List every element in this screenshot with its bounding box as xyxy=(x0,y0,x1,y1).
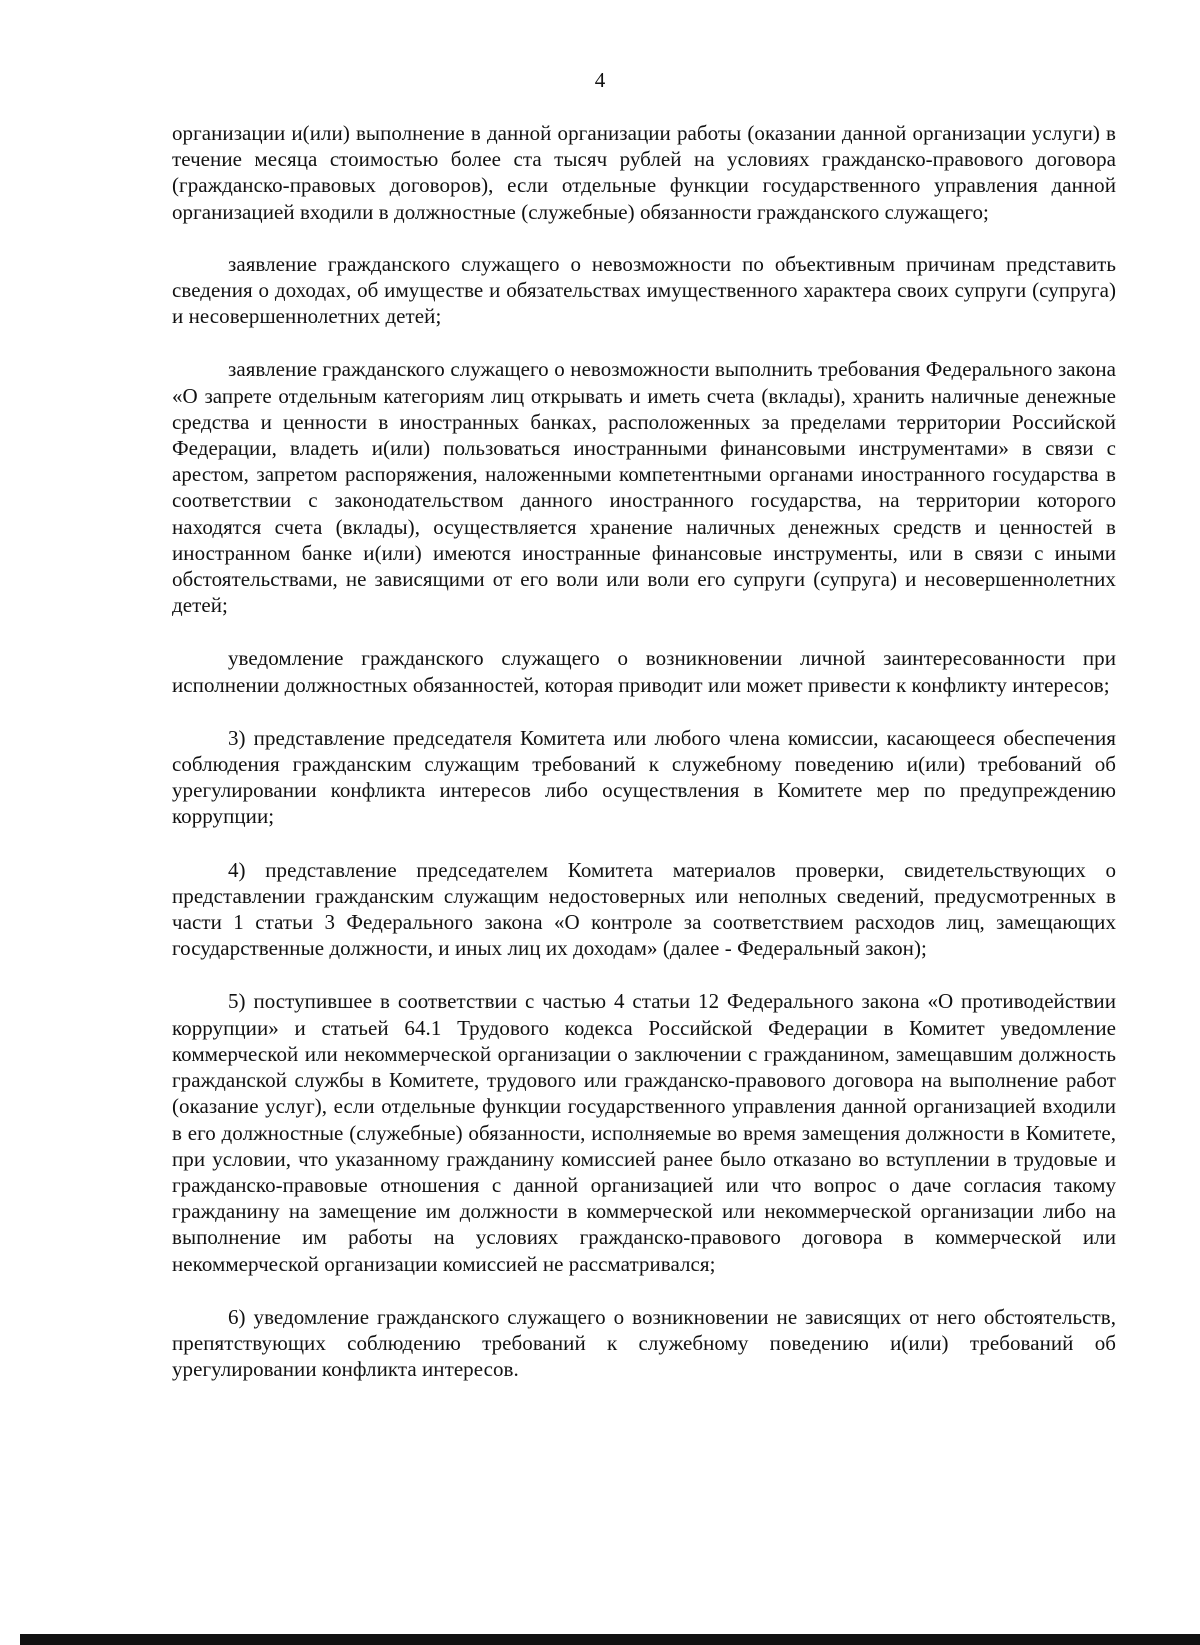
paragraph-item-5: 5) поступившее в соответствии с частью 4 статьи 12 Федерального закона «О противодействии коррупции» и статьей 64.1 Трудового кодекса Российской Федерации в Комитет уведомление коммерческой или некоммерческой организации о заключении с гражданином, замещавшим должность гражданской службы в Комитете, трудового или гражданско-правового договора на выполнение работ (оказание услуг), если отдельные функции государственного управления данной организацией входили в его должностные (служебные) обязанности, исполняемые во время замещения должности в Комитете, при условии, что указанному гражданину комиссией ранее было отказано во вступлении в трудовые и гражданско-правовые отношения с данной организацией или что вопрос о даче согласия такому гражданину на замещение им должности в коммерческой или некоммерческой организации либо на выполнение им работы на условиях гражданско-правового договора в коммерческой или некоммерческой организации комиссией не рассматривался; xyxy=(172,989,1116,1276)
paragraph-item-3: 3) представление председателя Комитета или любого члена комиссии, касающееся обеспечения соблюдения гражданским служащим требований к служебному поведению и(или) требований об урегулировании конфликта интересов либо осуществления в Комитете мер по предупреждению коррупции; xyxy=(172,725,1116,829)
scan-edge-bar xyxy=(20,1634,1200,1645)
paragraph-notice-interest: уведомление гражданского служащего о возникновении личной заинтересованности при исполнении должностных обязанностей, которая приводит или может привести к конфликту интересов; xyxy=(172,646,1116,697)
paragraph-item-6: 6) уведомление гражданского служащего о возникновении не зависящих от него обстоятельств, препятствующих соблюдению требований к служебному поведению и(или) требований об урегулировании конфликта интересов. xyxy=(172,1304,1116,1382)
paragraph-continuation: организации и(или) выполнение в данной организации работы (оказании данной организации услуги) в течение месяца стоимостью более ста тысяч рублей на условиях гражданско-правового договора (гражданско-правовых договоров), если отдельные функции государственного управления данной организацией входили в должностные (служебные) обязанности гражданского служащего; xyxy=(172,121,1116,224)
document-body xyxy=(172,120,1116,1409)
page-number: 4 xyxy=(594,68,606,92)
paragraph-statement-income: заявление гражданского служащего о невозможности по объективным причинам представить сведения о доходах, об имуществе и обязательствах имущественного характера своих супруги (супруга) и несовершеннолетних детей; xyxy=(172,251,1116,329)
paragraph-item-4: 4) представление председателем Комитета материалов проверки, свидетельствующих о представлении гражданским служащим недостоверных или неполных сведений, предусмотренных в части 1 статьи 3 Федерального закона «О контроле за соответствием расходов лиц, замещающих государственные должности, и иных лиц их доходам» (далее - Федеральный закон); xyxy=(172,857,1116,961)
paragraph-statement-foreign-accounts: заявление гражданского служащего о невозможности выполнить требования Федерального закона «О запрете отдельным категориям лиц открывать и иметь счета (вклады), хранить наличные денежные средства и ценности в иностранных банках, расположенных за пределами территории Российской Федерации, владеть и(или) пользоваться иностранными финансовыми инструментами» в связи с арестом, запретом распоряжения, наложенными компетентными органами иностранного государства в соответствии с законодательством данного иностранного государства, на территории которого находятся счета (вклады), осуществляется хранение наличных денежных средств и ценностей в иностранном банке и(или) имеются иностранные финансовые инструменты, или в связи с иными обстоятельствами, не зависящими от его воли или воли его супруги (супруга) и несовершеннолетних детей; xyxy=(172,357,1116,618)
